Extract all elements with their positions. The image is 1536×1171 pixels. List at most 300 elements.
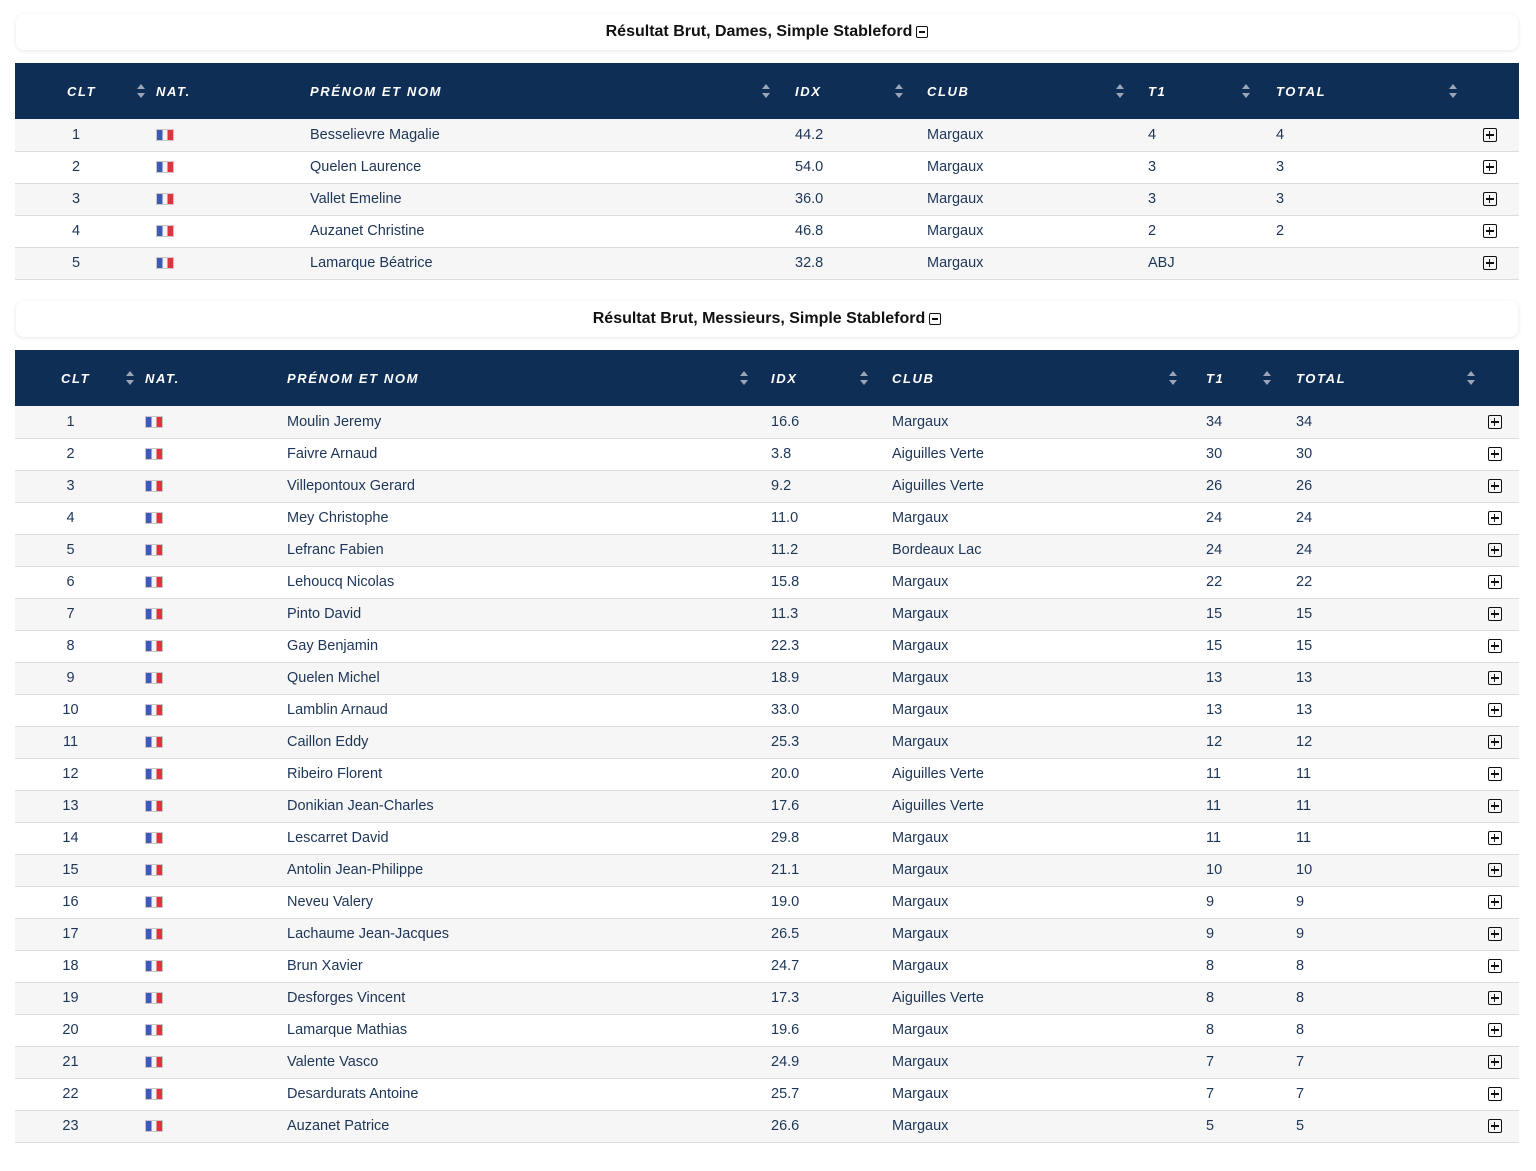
cell-t1: 22 <box>1206 574 1223 590</box>
cell-nat <box>126 502 287 534</box>
expand-plus-icon[interactable] <box>1488 511 1502 525</box>
cell-club: Aiguilles Verte <box>892 798 984 814</box>
table-row <box>15 151 1519 183</box>
flag-france-icon <box>156 193 174 205</box>
table-row <box>15 438 1519 470</box>
cell-t1: 8 <box>1206 990 1215 1006</box>
cell-t1: 3 <box>1148 191 1157 207</box>
cell-t1: ABJ <box>1148 255 1175 271</box>
cell-name: Desforges Vincent <box>287 990 406 1006</box>
cell-actions <box>1470 534 1519 566</box>
cell-club: Margaux <box>892 958 949 974</box>
cell-actions <box>1470 694 1519 726</box>
cell-clt: 13 <box>62 798 79 814</box>
cell-idx: 17.3 <box>771 990 800 1006</box>
cell-clt: 14 <box>62 830 79 846</box>
cell-nat <box>126 534 287 566</box>
cell-name: Auzanet Christine <box>310 223 425 239</box>
col-header-club[interactable]: CLUB <box>878 350 1187 406</box>
cell-clt: 11 <box>62 734 79 750</box>
cell-total: 9 <box>1296 926 1305 942</box>
cell-t1: 13 <box>1206 702 1223 718</box>
expand-plus-icon[interactable] <box>1488 703 1502 717</box>
col-header-idx[interactable]: IDX <box>756 350 878 406</box>
cell-t1: 7 <box>1206 1054 1215 1070</box>
expand-plus-icon[interactable] <box>1488 415 1502 429</box>
table-row <box>15 1078 1519 1110</box>
cell-nat <box>137 151 310 183</box>
cell-clt: 1 <box>66 413 75 430</box>
expand-plus-icon[interactable] <box>1488 1087 1502 1101</box>
men-section-title-text: Résultat Brut, Messieurs, Simple Stableford <box>592 310 926 327</box>
flag-france-icon <box>145 1120 163 1132</box>
cell-clt: 19 <box>62 990 79 1006</box>
cell-total: 3 <box>1276 191 1285 207</box>
cell-actions <box>1470 406 1519 438</box>
cell-nat <box>126 598 287 630</box>
women-section-title-text: Résultat Brut, Dames, Simple Stableford <box>605 23 913 40</box>
flag-france-icon <box>145 544 163 556</box>
cell-nat <box>137 119 310 151</box>
cell-clt: 2 <box>66 446 75 462</box>
cell-t1: 8 <box>1206 1022 1215 1038</box>
col-header-t1[interactable]: T1 <box>1134 63 1260 119</box>
expand-plus-icon[interactable] <box>1488 735 1502 749</box>
cell-name: Lamblin Arnaud <box>287 702 388 718</box>
cell-clt: 5 <box>71 255 81 271</box>
cell-actions <box>1470 566 1519 598</box>
flag-france-icon <box>145 768 163 780</box>
cell-t1: 11 <box>1206 798 1222 814</box>
cell-name: Caillon Eddy <box>287 734 369 750</box>
expand-plus-icon[interactable] <box>1483 256 1497 270</box>
cell-name: Lehoucq Nicolas <box>287 574 395 590</box>
expand-plus-icon[interactable] <box>1488 639 1502 653</box>
cell-clt: 1 <box>71 126 81 143</box>
table-row <box>15 982 1519 1014</box>
cell-actions <box>1470 1014 1519 1046</box>
cell-clt: 4 <box>71 223 81 239</box>
col-header-name[interactable]: PRÉNOM ET NOM <box>310 63 780 119</box>
cell-total: 30 <box>1296 446 1313 462</box>
cell-name: Auzanet Patrice <box>287 1118 390 1134</box>
cell-nat <box>126 630 287 662</box>
cell-idx: 19.6 <box>771 1022 800 1038</box>
cell-t1: 13 <box>1206 670 1223 686</box>
table-row <box>15 566 1519 598</box>
expand-plus-icon[interactable] <box>1488 1055 1502 1069</box>
cell-actions <box>1460 119 1519 151</box>
flag-france-icon <box>145 480 163 492</box>
cell-actions <box>1470 950 1519 982</box>
cell-nat <box>126 982 287 1014</box>
sort-icon[interactable] <box>1116 84 1124 98</box>
cell-total: 8 <box>1296 1022 1305 1038</box>
cell-total: 11 <box>1296 798 1312 814</box>
cell-idx: 19.0 <box>771 894 800 910</box>
flag-france-icon <box>145 512 163 524</box>
cell-total: 15 <box>1296 606 1313 622</box>
cell-idx: 16.6 <box>771 413 800 430</box>
flag-france-icon <box>145 992 163 1004</box>
expand-plus-icon[interactable] <box>1488 895 1502 909</box>
cell-idx: 17.6 <box>771 798 800 814</box>
cell-club: Aiguilles Verte <box>892 478 984 494</box>
cell-name: Besselievre Magalie <box>310 126 440 143</box>
cell-nat <box>126 1110 287 1142</box>
sort-icon[interactable] <box>895 84 903 98</box>
table-row <box>15 630 1519 662</box>
cell-name: Villepontoux Gerard <box>287 478 415 494</box>
col-header-clt[interactable]: CLT <box>15 63 137 119</box>
collapse-minus-icon[interactable] <box>916 26 928 38</box>
expand-plus-icon[interactable] <box>1488 543 1502 557</box>
cell-club: Margaux <box>927 159 984 175</box>
cell-actions <box>1470 662 1519 694</box>
expand-plus-icon[interactable] <box>1488 575 1502 589</box>
cell-name: Ribeiro Florent <box>287 766 383 782</box>
cell-club: Margaux <box>927 223 984 239</box>
men-results-table <box>15 350 1519 1143</box>
expand-plus-icon[interactable] <box>1483 224 1497 238</box>
cell-name: Valente Vasco <box>287 1054 379 1070</box>
table-row <box>15 886 1519 918</box>
sort-icon[interactable] <box>762 84 770 98</box>
cell-name: Lachaume Jean-Jacques <box>287 926 450 942</box>
women-section-title[interactable] <box>16 14 1518 50</box>
flag-france-icon <box>145 928 163 940</box>
cell-idx: 11.2 <box>771 542 799 558</box>
cell-club: Margaux <box>892 510 949 526</box>
sort-icon[interactable] <box>1263 371 1271 385</box>
sort-icon[interactable] <box>860 371 868 385</box>
expand-plus-icon[interactable] <box>1483 128 1497 142</box>
flag-france-icon <box>145 1088 163 1100</box>
cell-name: Vallet Emeline <box>310 191 402 207</box>
cell-actions <box>1460 151 1519 183</box>
col-header-clt[interactable]: CLT <box>15 350 126 406</box>
cell-clt: 18 <box>62 958 79 974</box>
table-row <box>15 822 1519 854</box>
flag-france-icon <box>145 704 163 716</box>
expand-plus-icon[interactable] <box>1483 160 1497 174</box>
col-header-t1[interactable]: T1 <box>1187 350 1280 406</box>
cell-total: 24 <box>1296 510 1313 526</box>
cell-idx: 22.3 <box>771 638 800 654</box>
cell-nat <box>126 566 287 598</box>
cell-clt: 17 <box>62 926 79 942</box>
cell-actions <box>1460 215 1519 247</box>
cell-total: 13 <box>1296 702 1313 718</box>
flag-france-icon <box>145 640 163 652</box>
cell-name: Lamarque Mathias <box>287 1022 408 1038</box>
cell-name: Gay Benjamin <box>287 638 379 654</box>
expand-plus-icon[interactable] <box>1488 991 1502 1005</box>
cell-idx: 3.8 <box>771 446 792 462</box>
table-row <box>15 502 1519 534</box>
cell-clt: 22 <box>62 1086 79 1102</box>
cell-actions <box>1470 630 1519 662</box>
cell-clt: 7 <box>66 606 75 622</box>
col-header-nat[interactable]: NAT. <box>145 370 180 386</box>
table-row <box>15 215 1519 247</box>
flag-france-icon <box>145 864 163 876</box>
expand-plus-icon[interactable] <box>1488 831 1502 845</box>
cell-idx: 11.0 <box>771 510 799 526</box>
cell-t1: 11 <box>1206 830 1222 846</box>
sort-icon[interactable] <box>1169 371 1177 385</box>
col-header-actions <box>1460 63 1519 119</box>
cell-t1: 15 <box>1206 638 1223 654</box>
cell-actions <box>1470 886 1519 918</box>
table-row <box>15 247 1519 279</box>
cell-club: Margaux <box>892 1022 949 1038</box>
cell-t1: 8 <box>1206 958 1215 974</box>
table-row <box>15 726 1519 758</box>
flag-france-icon <box>145 832 163 844</box>
cell-idx: 15.8 <box>771 574 800 590</box>
table-header-row <box>15 63 1519 119</box>
cell-clt: 3 <box>71 191 81 207</box>
cell-nat <box>137 247 310 279</box>
table-row <box>15 406 1519 438</box>
cell-t1: 11 <box>1206 766 1222 782</box>
table-row <box>15 1046 1519 1078</box>
table-row <box>15 662 1519 694</box>
cell-nat <box>126 438 287 470</box>
cell-clt: 16 <box>62 894 79 910</box>
expand-plus-icon[interactable] <box>1488 1023 1502 1037</box>
cell-total: 3 <box>1276 159 1285 175</box>
cell-actions <box>1470 758 1519 790</box>
cell-total: 7 <box>1296 1086 1305 1102</box>
cell-clt: 12 <box>62 766 79 782</box>
cell-actions <box>1460 183 1519 215</box>
expand-plus-icon[interactable] <box>1483 192 1497 206</box>
flag-france-icon <box>145 1056 163 1068</box>
col-header-club[interactable]: CLUB <box>913 63 1134 119</box>
flag-france-icon <box>145 1024 163 1036</box>
cell-total <box>1260 247 1460 279</box>
cell-idx: 54.0 <box>795 159 824 175</box>
col-header-total[interactable]: TOTAL <box>1280 350 1470 406</box>
cell-clt: 20 <box>62 1022 79 1038</box>
cell-club: Margaux <box>892 670 949 686</box>
table-row <box>15 758 1519 790</box>
cell-total: 11 <box>1296 766 1312 782</box>
flag-france-icon <box>156 257 174 269</box>
cell-idx: 32.8 <box>795 255 824 271</box>
cell-total: 15 <box>1296 638 1313 654</box>
sort-icon[interactable] <box>1242 84 1250 98</box>
flag-france-icon <box>145 800 163 812</box>
cell-idx: 18.9 <box>771 670 800 686</box>
sort-icon[interactable] <box>1449 84 1457 98</box>
cell-nat <box>126 406 287 438</box>
col-header-idx[interactable]: IDX <box>780 63 913 119</box>
col-header-name[interactable]: PRÉNOM ET NOM <box>287 350 756 406</box>
cell-nat <box>126 726 287 758</box>
cell-club: Margaux <box>892 1118 949 1134</box>
cell-total: 5 <box>1296 1118 1305 1134</box>
cell-idx: 9.2 <box>771 478 792 494</box>
cell-total: 8 <box>1296 958 1305 974</box>
cell-total: 8 <box>1296 990 1305 1006</box>
cell-clt: 23 <box>62 1118 79 1134</box>
cell-total: 24 <box>1296 542 1313 558</box>
cell-total: 10 <box>1296 862 1313 878</box>
cell-idx: 36.0 <box>795 191 824 207</box>
cell-club: Margaux <box>892 413 949 430</box>
cell-nat <box>126 822 287 854</box>
cell-nat <box>126 886 287 918</box>
cell-clt: 6 <box>66 574 75 590</box>
cell-clt: 5 <box>66 542 75 558</box>
cell-t1: 9 <box>1206 894 1215 910</box>
expand-plus-icon[interactable] <box>1488 863 1502 877</box>
cell-clt: 15 <box>62 862 79 878</box>
expand-plus-icon[interactable] <box>1488 479 1502 493</box>
cell-club: Margaux <box>927 126 984 143</box>
expand-plus-icon[interactable] <box>1488 1119 1502 1133</box>
sort-icon[interactable] <box>740 371 748 385</box>
cell-idx: 46.8 <box>795 223 824 239</box>
cell-name: Neveu Valery <box>287 894 373 910</box>
cell-clt: 21 <box>62 1054 79 1070</box>
cell-club: Margaux <box>927 255 984 271</box>
cell-total: 7 <box>1296 1054 1305 1070</box>
cell-club: Margaux <box>892 638 949 654</box>
cell-name: Faivre Arnaud <box>287 446 378 462</box>
cell-name: Lescarret David <box>287 830 389 846</box>
cell-t1: 5 <box>1206 1118 1215 1134</box>
cell-clt: 8 <box>66 638 75 654</box>
expand-plus-icon[interactable] <box>1488 447 1502 461</box>
cell-t1: 9 <box>1206 926 1215 942</box>
table-row <box>15 950 1519 982</box>
cell-actions <box>1470 822 1519 854</box>
expand-plus-icon[interactable] <box>1488 799 1502 813</box>
table-row <box>15 1014 1519 1046</box>
flag-france-icon <box>145 736 163 748</box>
cell-total: 13 <box>1296 670 1313 686</box>
cell-actions <box>1470 1078 1519 1110</box>
cell-t1: 30 <box>1206 446 1223 462</box>
cell-name: Donikian Jean-Charles <box>287 798 434 814</box>
cell-idx: 21.1 <box>771 862 800 878</box>
cell-clt: 3 <box>66 478 75 494</box>
cell-actions <box>1470 598 1519 630</box>
cell-idx: 29.8 <box>771 830 800 846</box>
women-results-table <box>15 63 1519 280</box>
expand-plus-icon[interactable] <box>1488 767 1502 781</box>
flag-france-icon <box>145 576 163 588</box>
cell-total: 34 <box>1296 413 1313 430</box>
cell-name: Antolin Jean-Philippe <box>287 862 424 878</box>
table-row <box>15 534 1519 566</box>
cell-club: Margaux <box>892 894 949 910</box>
table-header-row <box>15 350 1519 406</box>
cell-clt: 9 <box>66 670 75 686</box>
flag-france-icon <box>145 416 163 428</box>
flag-france-icon <box>145 672 163 684</box>
cell-name: Moulin Jeremy <box>287 413 382 430</box>
cell-nat <box>126 1014 287 1046</box>
expand-plus-icon[interactable] <box>1488 607 1502 621</box>
table-row <box>15 918 1519 950</box>
flag-france-icon <box>145 896 163 908</box>
col-header-total[interactable]: TOTAL <box>1260 63 1460 119</box>
cell-t1: 4 <box>1148 126 1157 143</box>
expand-plus-icon[interactable] <box>1488 927 1502 941</box>
cell-club: Bordeaux Lac <box>892 542 982 558</box>
cell-t1: 26 <box>1206 478 1223 494</box>
cell-t1: 3 <box>1148 159 1157 175</box>
cell-nat <box>137 183 310 215</box>
cell-actions <box>1470 470 1519 502</box>
cell-clt: 4 <box>66 510 75 526</box>
cell-idx: 25.3 <box>771 734 800 750</box>
cell-nat <box>126 662 287 694</box>
cell-total: 26 <box>1296 478 1313 494</box>
cell-club: Aiguilles Verte <box>892 766 984 782</box>
cell-idx: 11.3 <box>771 606 799 622</box>
cell-actions <box>1470 982 1519 1014</box>
cell-club: Margaux <box>892 862 949 878</box>
cell-nat <box>126 694 287 726</box>
cell-t1: 2 <box>1148 223 1157 239</box>
cell-t1: 7 <box>1206 1086 1215 1102</box>
cell-total: 2 <box>1276 223 1285 239</box>
flag-france-icon <box>145 448 163 460</box>
cell-nat <box>126 1046 287 1078</box>
cell-t1: 34 <box>1206 413 1223 430</box>
cell-actions <box>1470 1110 1519 1142</box>
cell-club: Margaux <box>927 191 984 207</box>
cell-total: 9 <box>1296 894 1305 910</box>
cell-actions <box>1470 918 1519 950</box>
cell-idx: 24.7 <box>771 958 800 974</box>
cell-name: Desardurats Antoine <box>287 1086 419 1102</box>
col-header-nat[interactable]: NAT. <box>156 83 191 99</box>
cell-t1: 10 <box>1206 862 1223 878</box>
table-row <box>15 119 1519 151</box>
col-header-actions <box>1470 350 1519 406</box>
cell-idx: 33.0 <box>771 702 800 718</box>
cell-idx: 24.9 <box>771 1054 800 1070</box>
flag-france-icon <box>156 225 174 237</box>
expand-plus-icon[interactable] <box>1488 959 1502 973</box>
cell-club: Margaux <box>892 926 949 942</box>
cell-name: Mey Christophe <box>287 510 389 526</box>
collapse-minus-icon[interactable] <box>929 313 941 325</box>
cell-total: 22 <box>1296 574 1313 590</box>
cell-club: Margaux <box>892 1054 949 1070</box>
cell-actions <box>1470 438 1519 470</box>
table-row <box>15 1110 1519 1142</box>
cell-total: 11 <box>1296 830 1312 846</box>
cell-idx: 44.2 <box>795 126 824 143</box>
men-section-title[interactable] <box>16 301 1518 337</box>
cell-nat <box>126 918 287 950</box>
cell-nat <box>126 950 287 982</box>
expand-plus-icon[interactable] <box>1488 671 1502 685</box>
cell-club: Margaux <box>892 702 949 718</box>
cell-nat <box>137 215 310 247</box>
cell-name: Quelen Michel <box>287 670 380 686</box>
flag-france-icon <box>145 608 163 620</box>
cell-name: Quelen Laurence <box>310 159 422 175</box>
